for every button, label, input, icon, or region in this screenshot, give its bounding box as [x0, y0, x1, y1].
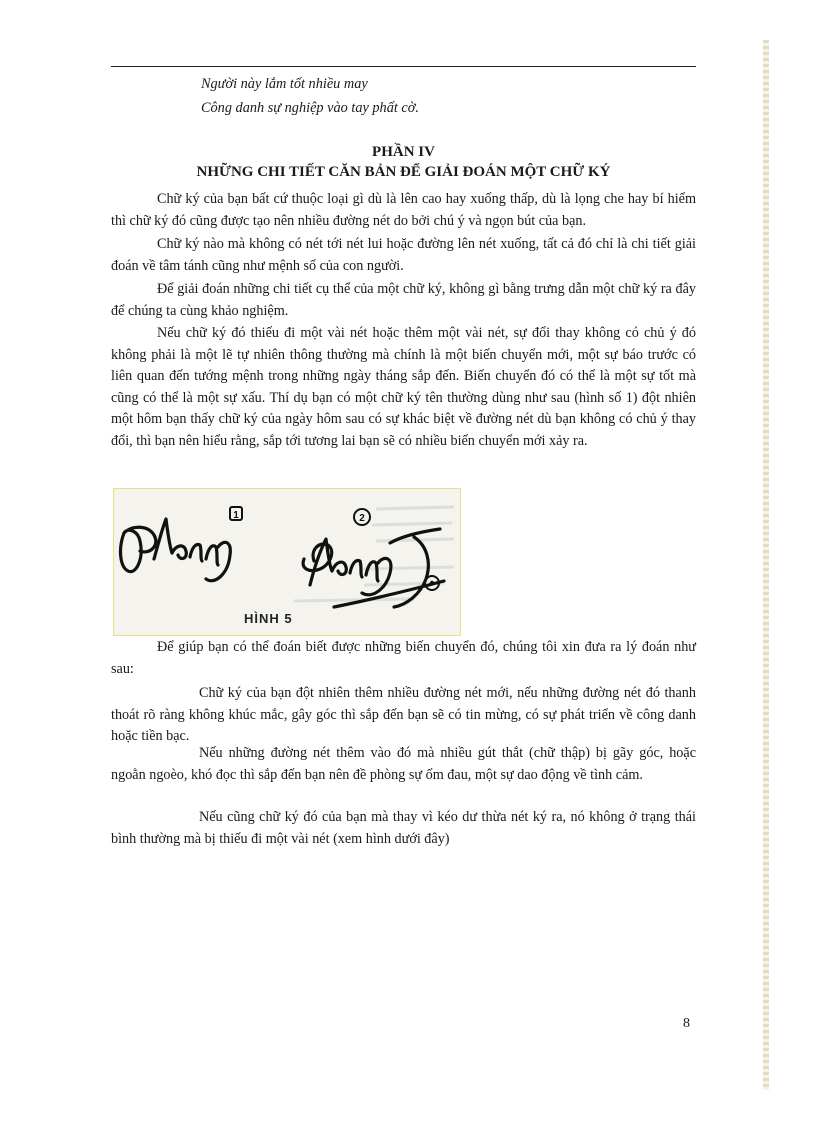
page-number: 8	[683, 1016, 690, 1031]
paragraph-1: Chữ ký của bạn bất cứ thuộc loại gì dù là lên cao hay xuống thấp, dù là lọng che hay bí hiểm thì chữ ký đó cũng được tạo nên nhiều đường nét do bởi chú ý và ngọn bút của bạn.	[111, 191, 696, 229]
figure-caption: HÌNH 5	[244, 611, 293, 626]
header-rule	[111, 66, 696, 67]
page-edge-decoration	[763, 40, 769, 1090]
marker-2-label: 2	[359, 513, 365, 524]
poem	[201, 72, 419, 120]
paragraph-3: Để giải đoán những chi tiết cụ thể của một chữ ký, không gì bằng trưng dẫn một chữ ký ra đây để chúng ta cùng khảo nghiệm.	[111, 281, 696, 319]
paragraph-8: Nếu cũng chữ ký đó của bạn mà thay vì kéo dư thừa nét ký ra, nó không ở trạng thái bình thường mà bị thiếu đi một vài nét (xem hình dưới đây)	[111, 809, 696, 847]
paragraph-5: Để giúp bạn có thể đoán biết được những biến chuyển đó, chúng tôi xin đưa ra lý đoán như sau:	[111, 639, 696, 677]
poem-line-1: Người này lắm tốt nhiều may	[201, 76, 368, 92]
signature-2-dot-center	[430, 581, 434, 585]
paragraph-7: Nếu những đường nét thêm vào đó mà nhiều gút thắt (chữ thập) bị gãy góc, hoặc ngoằn ngoèo, khó đọc thì sắp đến bạn nên đề phòng sự ốm đau, một sự dao động về tình cảm.	[111, 745, 696, 783]
signature-1-stroke	[121, 519, 231, 581]
section-title: NHỮNG CHI TIẾT CĂN BẢN ĐỂ GIẢI ĐOÁN MỘT CHỮ KÝ	[196, 164, 611, 180]
paragraph-2: Chữ ký nào mà không có nét tới nét lui hoặc đường lên nét xuống, tất cả đó chỉ là chi tiết giải đoán về tâm tánh cũng như mệnh số của con người.	[111, 236, 696, 274]
poem-line-2: Công danh sự nghiệp vào tay phất cờ.	[201, 100, 419, 116]
marker-1-label: 1	[233, 510, 239, 521]
signature-illustration	[114, 489, 460, 635]
paragraph-6: Chữ ký của bạn đột nhiên thêm nhiều đường nét mới, nếu những đường nét đó thanh thoát rõ ràng không khúc mắc, gây góc thì sắp đến bạn sẽ có tin mừng, có sự phát triển về công danh hoặc tiền bạc.	[111, 685, 696, 744]
paragraph-4: Nếu chữ ký đó thiếu đi một vài nét hoặc thêm một vài nét, sự đổi thay không có chủ ý đó không phải là một lẽ tự nhiên thông thường mà chính là một biến chuyển mới, một sự báo trước có liên quan đến tướng mệnh trong những ngày tháng sắp đến. Biến chuyển đó có thể là một sự tốt mà cũng có thể là một sự xấu. Thí dụ bạn có một chữ ký tên thường dùng như sau (hình số 1) đột nhiên một hôm bạn thấy chữ ký của ngày hôm sau có sự khác biệt về đường nét dù bạn không có chủ ý thay đổi, thì bạn nên hiểu rằng, sắp tới tương lai bạn sẽ có nhiều biến chuyển mới xảy ra.	[111, 325, 696, 449]
signature-figure	[113, 488, 461, 636]
part-heading: PHẦN IV	[372, 144, 435, 160]
